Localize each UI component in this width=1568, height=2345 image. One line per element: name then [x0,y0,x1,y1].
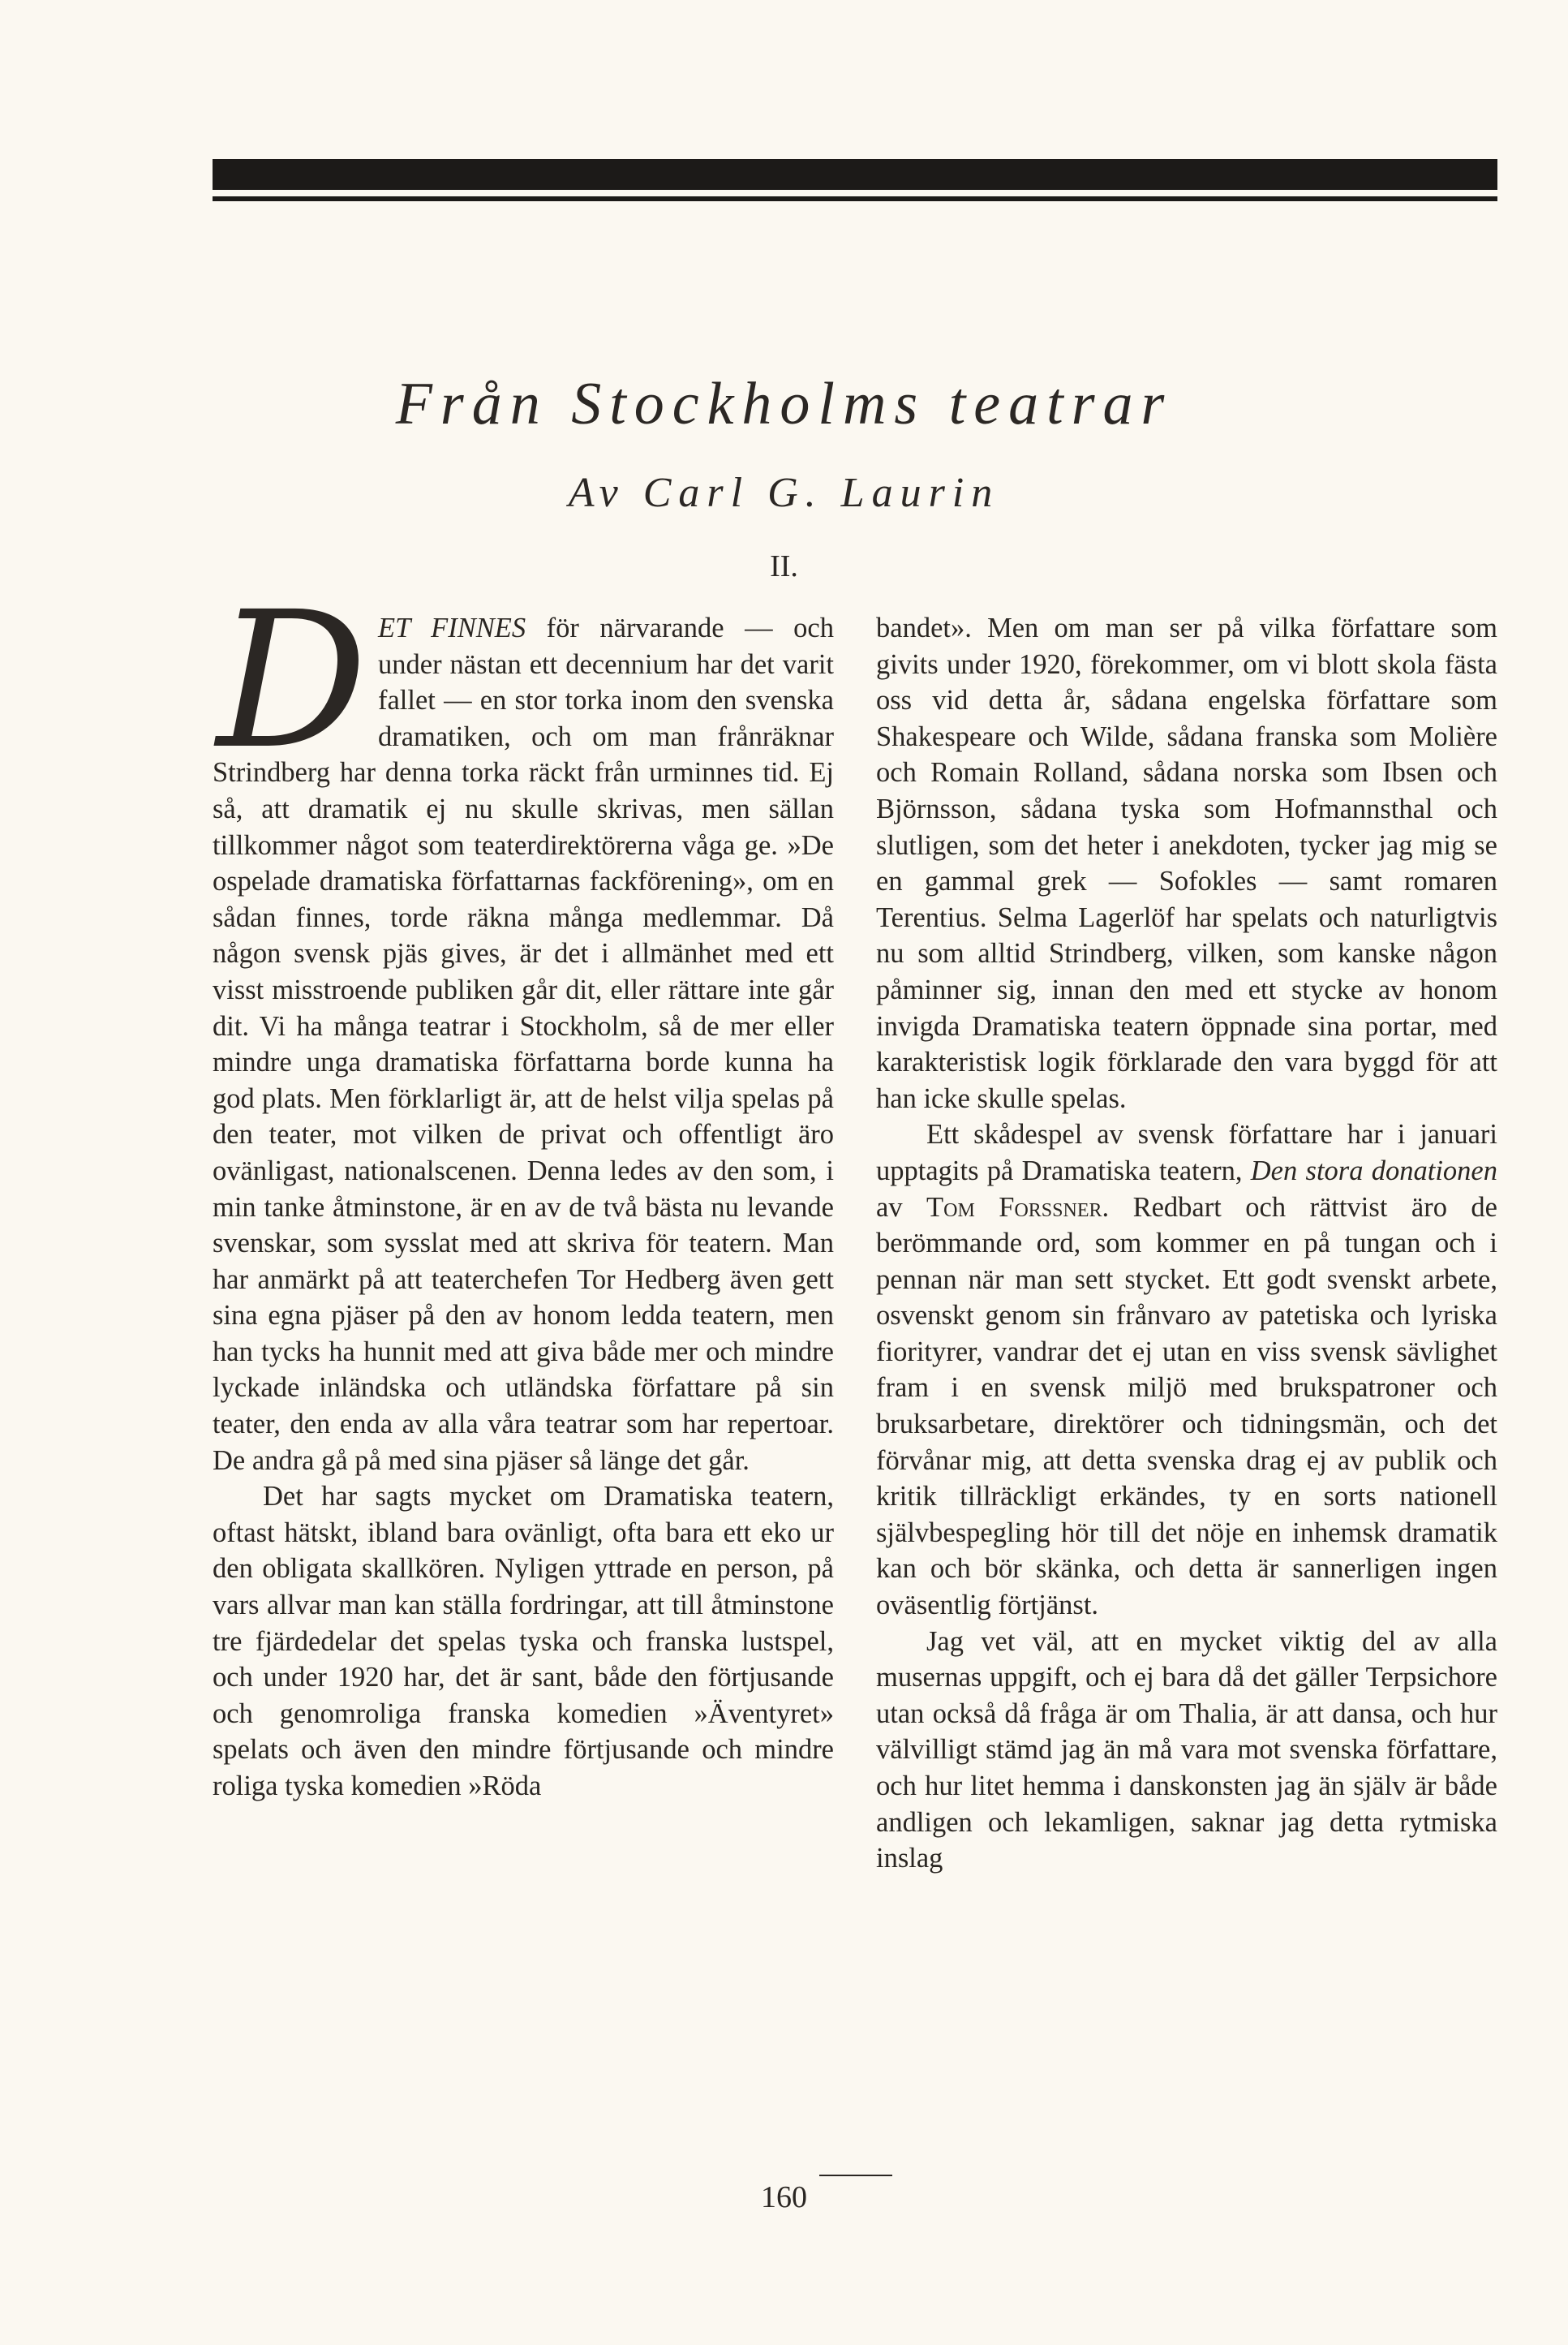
play-title: Den stora donationen [1250,1155,1497,1186]
article-part-number: II. [770,549,798,583]
article-title: Från Stockholms teatrar [395,371,1173,437]
opening-caps: ET FINNES [378,613,526,643]
paragraph-1 [213,571,834,1478]
paragraph-1-text: för närvarande — och under nästan ett decennium har det varit fallet — en stor torka inom den svenska dramatiken, och om man frånräknar Strindberg har denna torka räckt från urminnes tid. Ej så, att dramatik ej nu skulle skrivas, men sällan tillkommer något som teaterdirektörerna våga ge. »De ospelade dramatiska författarnas fackförening», om en sådan finnes, torde räkna många medlemmar. Då någon svensk pjäs gives, är det i allmänhet med ett visst misstroende publiken går dit, eller rättare inte går dit. Vi ha många teatrar i Stockholm, så de mer eller mindre unga dramatiska författarna borde kunna ha god plats. Men förklarligt är, att de helst vilja spelas på den teater, mot vilken de privat och offentligt äro ovänligast, nationalscenen. Denna ledes av den som, i min tanke åtminstone, är en av de två bästa nu levande svenskar, som sysslat med att skriva för teatern. Man har anmärkt på att teaterchefen Tor Hedberg även gett sina egna pjäser på den av honom ledda teatern, men han tycks ha hunnit med att giva både mer och mindre lyckade inländska och utländska författare på sin teater, den enda av alla våra teatrar som har repertoar. De andra gå på med sina pjäser så länge det går. [213,613,834,1476]
paragraph-3: bandet». Men om man ser på vilka författare som givits under 1920, förekommer, om vi blott skola fästa oss vid detta år, sådana engelska författare som Shakespeare och Wilde, sådana franska som Molière och Romain Rolland, sådana norska som Ibsen och Björnsson, sådana tyska som Hofmannsthal och slutligen, som det heter i anekdoten, tycker jag mig se en gammal grek — Sofokles — samt romaren Terentius. Selma Lagerlöf har spelats och naturligtvis nu som alltid Strindberg, vilken, som kanske någon påminner sig, innan den med ett stycke av honom invigda Dramatiska teatern öppnade sina portar, med karakteristisk logik förklarade den vara byggd för att han icke skulle spelas. [876,613,1497,1114]
header-thin-rule [213,196,1497,201]
playwright-name: Tom Forssner [926,1191,1102,1223]
paragraph-5: Jag vet väl, att en mycket viktig del av alla musernas uppgift, och ej bara då det gäller Terpsichore utan också då fråga är om Thalia, är att dansa, och hur välvilligt stämd jag än må vara mot svenska författare, och hur litet hemma i danskonsten jag än själv är både andligen och lekamligen, saknar jag detta rytmiska inslag [876,1625,1497,1874]
page-number: 160 [761,2180,807,2214]
paragraph-2: Det har sagts mycket om Dramatiska teatern, oftast hätskt, ibland bara ovänligt, ofta bara ett eko ur den obligata skallkören. Nyligen yttrade en person, på vars allvar man kan ställa fordringar, att till åtminstone tre fjärdedelar det spelas tyska och franska lustspel, och under 1920 har, det är sant, både den förtjusande och genomroliga franska komedien »Äventyret» spelats och även den mindre förtjusande och mindre roliga tyska komedien »Röda [213,1481,834,1801]
page-number-rule [819,2175,892,2176]
paragraph-4-text-b: . Redbart och rättvist äro de berömmande ord, som kommer en på tungan och i pennan när man sett stycket. Ett godt svenskt arbete, osvenskt genom sin frånvaro av patetiska och lyriska fiorityrer, vandrar det ej utan en viss svensk sävlighet fram i en svensk miljö med brukspatroner och bruksarbetare, direktörer och tidningsmän, och det förvånar mig, att detta svenska drag ej av publik och kritik tillräckligt erkändes, ty en sorts nationell självbespegling hör till det nöje en inhemsk dramatik kan och bör skänka, och detta är sannerligen ingen oväsentlig förtjänst. [876,1191,1497,1621]
drop-cap: D [216,571,367,790]
paragraph-4-av: av [876,1191,927,1223]
article-author: Av Carl G. Laurin [568,470,1000,516]
paragraph-4-text-a: Ett skådespel av svensk författare har i januari upptagits på Dramatiska teatern, [876,1119,1497,1186]
paragraph-4 [876,1117,1497,1623]
left-column [213,571,834,1805]
header-thick-rule [213,159,1497,190]
right-column [876,610,1497,1877]
